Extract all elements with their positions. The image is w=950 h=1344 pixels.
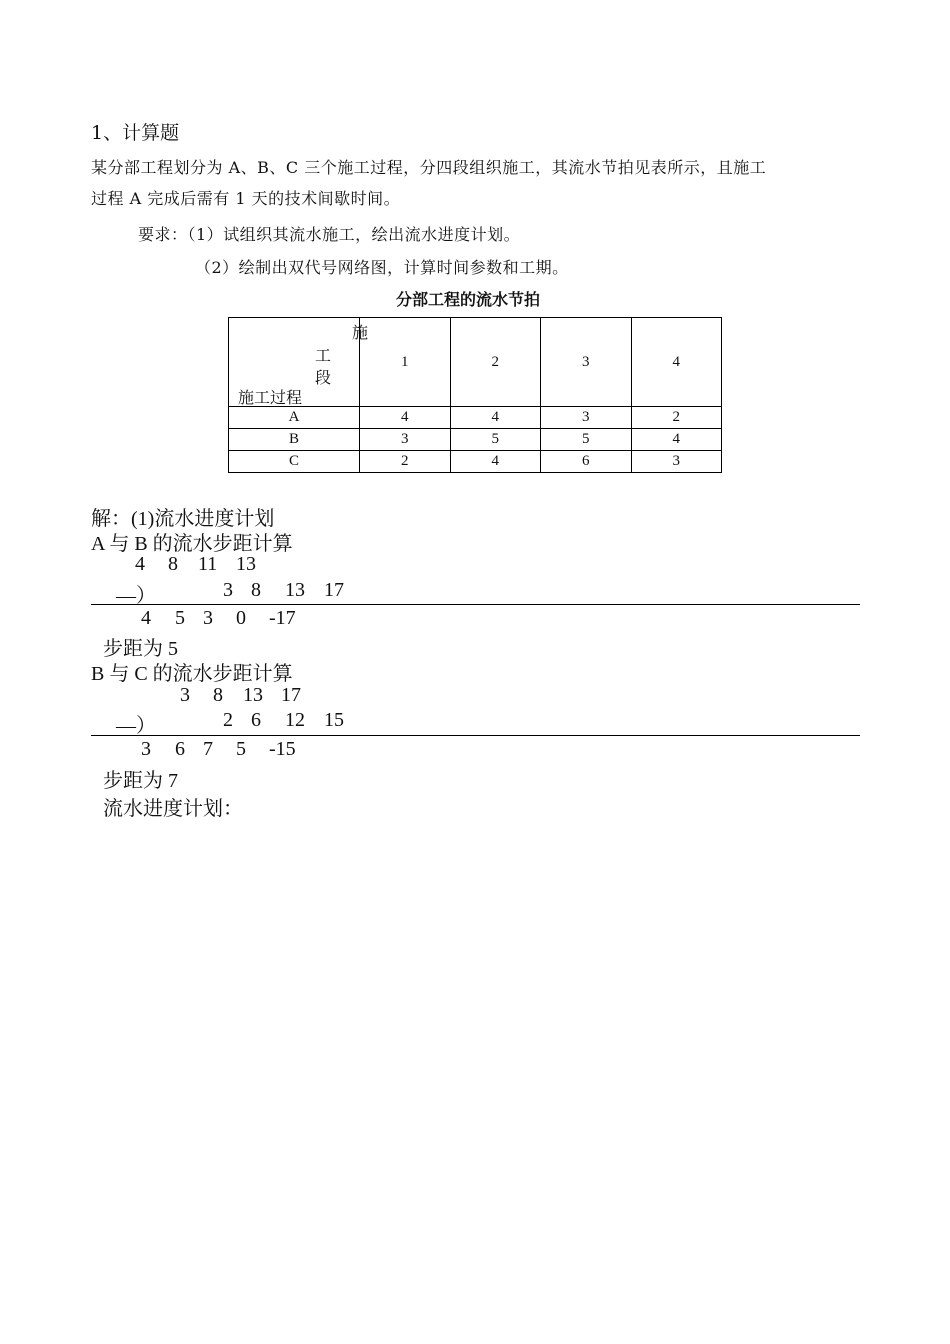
bc-subtraction-rule (91, 735, 860, 736)
table-cell: 5 (450, 429, 541, 451)
column-header: 4 (631, 318, 722, 407)
ab-row1-value: 4 (135, 553, 145, 575)
table-cell: 4 (450, 407, 541, 429)
ab-row1-value: 11 (198, 553, 218, 575)
question-paragraph-line2: 过程 A 完成后需有 1 天的技术间歇时间。 (91, 189, 401, 208)
requirement-2: （2）绘制出双代号网络图，计算时间参数和工期。 (195, 258, 569, 277)
bc-minus-sign: —） (116, 715, 156, 737)
bc-result-value: 6 (175, 738, 185, 760)
table-cell: 6 (541, 451, 632, 473)
column-header: 1 (360, 318, 451, 407)
ab-step-title: A 与 B 的流水步距计算 (91, 533, 293, 555)
table-caption: 分部工程的流水节拍 (396, 290, 541, 309)
table-row (229, 429, 722, 451)
flow-plan-label: 流水进度计划： (103, 798, 243, 820)
ab-minus-sign: —） (116, 585, 156, 607)
ab-result-value: 4 (141, 607, 151, 629)
diagonal-header-cell (229, 318, 369, 407)
ab-result-value: -17 (269, 607, 296, 629)
ab-row1-value: 8 (168, 553, 178, 575)
table-cell: 2 (631, 407, 722, 429)
ab-row2-value: 3 (223, 579, 233, 601)
table-header-row (229, 318, 722, 407)
ab-row1-value: 13 (236, 553, 256, 575)
bc-row2-value: 12 (285, 709, 305, 731)
bc-result-value: -15 (269, 738, 296, 760)
bc-step-title: B 与 C 的流水步距计算 (91, 663, 293, 685)
question-paragraph-line1: 某分部工程划分为 A、B、C 三个施工过程，分四段组织施工，其流水节拍见表所示，且施工 (91, 158, 767, 177)
table-row (229, 407, 722, 429)
bc-row2-value: 6 (251, 709, 261, 731)
bc-row1-value: 3 (180, 684, 190, 706)
ab-row2-value: 8 (251, 579, 261, 601)
process-label: A (229, 407, 360, 429)
requirement-1: 要求：（1）试组织其流水施工，绘出流水进度计划。 (138, 225, 521, 244)
table-cell: 4 (360, 407, 451, 429)
bc-result-value: 3 (141, 738, 151, 760)
table-cell: 3 (360, 429, 451, 451)
header-label-process: 施工过程 (238, 388, 303, 407)
column-header: 3 (541, 318, 632, 407)
header-label-section-3: 段 (315, 368, 332, 387)
header-label-section-2: 工 (315, 346, 332, 365)
table-row (229, 451, 722, 473)
solution-title: 解：(1)流水进度计划 (91, 508, 275, 530)
bc-step-result: 步距为 7 (103, 770, 178, 792)
bc-result-value: 5 (236, 738, 246, 760)
ab-result-value: 0 (236, 607, 246, 629)
table-cell: 5 (541, 429, 632, 451)
process-label: C (229, 451, 360, 473)
ab-result-value: 3 (203, 607, 213, 629)
question-heading: 1、计算题 (91, 122, 180, 144)
table-cell: 4 (450, 451, 541, 473)
ab-row2-value: 17 (324, 579, 344, 601)
ab-subtraction-rule (91, 604, 860, 605)
bc-row2-value: 15 (324, 709, 344, 731)
column-header: 2 (450, 318, 541, 407)
table-cell: 3 (541, 407, 632, 429)
bc-row1-value: 8 (213, 684, 223, 706)
flow-beat-table (228, 317, 722, 473)
bc-row1-value: 17 (281, 684, 301, 706)
bc-result-value: 7 (203, 738, 213, 760)
process-label: B (229, 429, 360, 451)
bc-row2-value: 2 (223, 709, 233, 731)
ab-step-result: 步距为 5 (103, 638, 178, 660)
bc-row1-value: 13 (243, 684, 263, 706)
table-cell: 2 (360, 451, 451, 473)
header-label-section-1: 施 (352, 323, 369, 342)
table-cell: 3 (631, 451, 722, 473)
ab-result-value: 5 (175, 607, 185, 629)
table-cell: 4 (631, 429, 722, 451)
ab-row2-value: 13 (285, 579, 305, 601)
